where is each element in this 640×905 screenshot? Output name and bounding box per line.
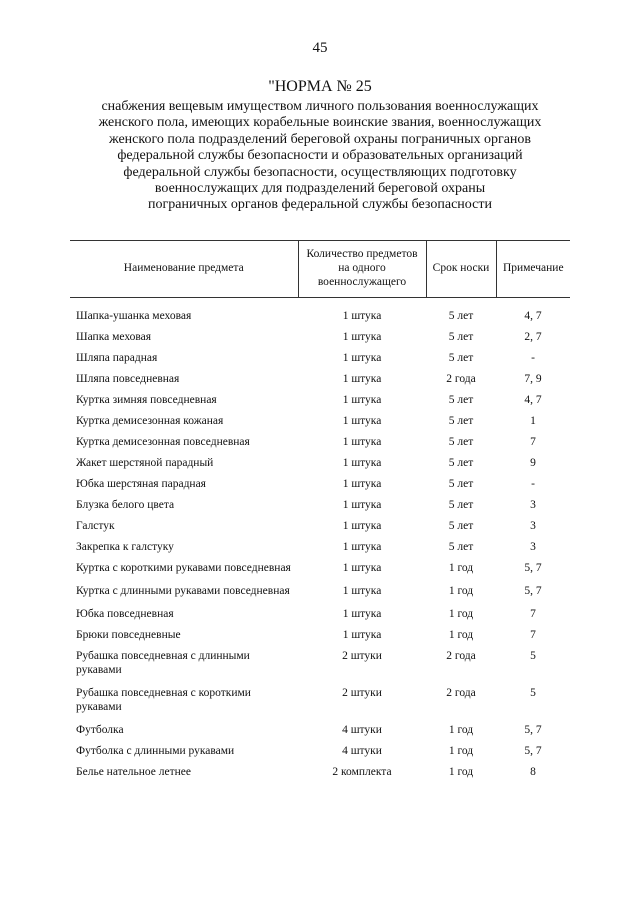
item-name-cell: Рубашка повседневная с короткими рукавами bbox=[76, 687, 251, 713]
subtitle-line: женского пола, имеющих корабельные воинские звания, военнослужащих bbox=[98, 115, 542, 131]
table-row bbox=[70, 348, 570, 369]
quantity-cell: 1 штука bbox=[342, 541, 382, 553]
table-row bbox=[70, 327, 570, 348]
table-row bbox=[70, 558, 570, 581]
table-row bbox=[70, 453, 570, 474]
quantity-cell: 1 штука bbox=[342, 585, 382, 597]
note-cell: 4, 7 bbox=[524, 394, 542, 406]
term-cell: 2 года bbox=[446, 650, 476, 662]
header-note: Примечание bbox=[496, 241, 570, 298]
quantity-cell: 1 штука bbox=[342, 478, 382, 490]
table-header-row bbox=[70, 241, 570, 298]
table-row bbox=[70, 516, 570, 537]
quantity-cell: 2 штуки bbox=[342, 687, 382, 699]
term-cell: 5 лет bbox=[448, 520, 474, 532]
note-cell: 5, 7 bbox=[524, 562, 542, 574]
note-cell: 7, 9 bbox=[524, 373, 542, 385]
table-row bbox=[70, 741, 570, 762]
table-row bbox=[70, 306, 570, 327]
note-cell: 4, 7 bbox=[524, 310, 542, 322]
term-cell: 5 лет bbox=[448, 436, 474, 448]
page-number: 45 bbox=[312, 40, 328, 56]
quantity-cell: 1 штука bbox=[342, 331, 382, 343]
quantity-cell: 1 штука bbox=[342, 436, 382, 448]
item-name-cell: Футболка bbox=[76, 724, 124, 736]
note-cell: 3 bbox=[530, 499, 536, 511]
subtitle-line: пограничных органов федеральной службы безопасности bbox=[148, 197, 492, 213]
note-cell: 9 bbox=[530, 457, 536, 469]
quantity-cell: 1 штука bbox=[342, 499, 382, 511]
quantity-cell: 1 штука bbox=[342, 629, 382, 641]
quantity-cell: 1 штука bbox=[342, 608, 382, 620]
norm-subtitle bbox=[60, 99, 580, 214]
subtitle-line: федеральной службы безопасности и образовательных организаций bbox=[117, 148, 523, 164]
header-item-name: Наименование предмета bbox=[70, 241, 298, 298]
note-cell: 2, 7 bbox=[524, 331, 542, 343]
item-name-cell: Белье нательное летнее bbox=[76, 766, 191, 778]
note-cell: 1 bbox=[530, 415, 536, 427]
item-name-cell: Футболка с длинными рукавами bbox=[76, 745, 235, 757]
table-row bbox=[70, 625, 570, 646]
table-row bbox=[70, 683, 570, 720]
item-name-cell: Шляпа парадная bbox=[76, 352, 158, 364]
item-name-cell: Куртка с длинными рукавами повседневная bbox=[76, 585, 290, 597]
note-cell: 5, 7 bbox=[524, 745, 542, 757]
note-cell: 3 bbox=[530, 520, 536, 532]
norms-table bbox=[70, 240, 570, 783]
quantity-cell: 4 штуки bbox=[342, 745, 382, 757]
norm-title: "НОРМА № 25 bbox=[268, 78, 372, 95]
header-term: Срок носки bbox=[426, 241, 496, 298]
table-row bbox=[70, 432, 570, 453]
item-name-cell: Шапка-ушанка меховая bbox=[76, 310, 192, 322]
table-row bbox=[70, 762, 570, 783]
quantity-cell: 2 комплекта bbox=[332, 766, 392, 778]
item-name-cell: Куртка демисезонная кожаная bbox=[76, 415, 224, 427]
subtitle-line: женского пола подразделений береговой охраны пограничных органов bbox=[108, 131, 532, 147]
note-cell: 7 bbox=[530, 436, 536, 448]
note-cell: - bbox=[531, 478, 535, 490]
note-cell: 3 bbox=[530, 541, 536, 553]
quantity-cell: 1 штука bbox=[342, 394, 382, 406]
term-cell: 5 лет bbox=[448, 478, 474, 490]
note-cell: 5, 7 bbox=[524, 724, 542, 736]
term-cell: 5 лет bbox=[448, 457, 474, 469]
term-cell: 5 лет bbox=[448, 310, 474, 322]
item-name-cell: Галстук bbox=[76, 520, 115, 532]
item-name-cell: Рубашка повседневная с длинными рукавами bbox=[76, 650, 250, 676]
item-name-cell: Жакет шерстяной парадный bbox=[76, 457, 214, 469]
table-row bbox=[70, 474, 570, 495]
term-cell: 5 лет bbox=[448, 331, 474, 343]
term-cell: 1 год bbox=[448, 745, 474, 757]
note-cell: - bbox=[531, 352, 535, 364]
table-row bbox=[70, 581, 570, 604]
table-row bbox=[70, 537, 570, 558]
note-cell: 8 bbox=[530, 766, 536, 778]
header-quantity: Количество предметов на одного военнослужащего bbox=[298, 241, 426, 298]
table-row bbox=[70, 495, 570, 516]
quantity-cell: 1 штука bbox=[342, 373, 382, 385]
quantity-cell: 1 штука bbox=[342, 520, 382, 532]
subtitle-line: снабжения вещевым имуществом личного пользования военнослужащих bbox=[101, 99, 539, 114]
item-name-cell: Куртка демисезонная повседневная bbox=[76, 436, 250, 448]
table-row bbox=[70, 390, 570, 411]
item-name-cell: Закрепка к галстуку bbox=[76, 541, 174, 553]
term-cell: 5 лет bbox=[448, 352, 474, 364]
table-row bbox=[70, 720, 570, 741]
quantity-cell: 1 штука bbox=[342, 310, 382, 322]
table-row bbox=[70, 604, 570, 625]
term-cell: 2 года bbox=[446, 687, 476, 699]
quantity-cell: 1 штука bbox=[342, 457, 382, 469]
term-cell: 1 год bbox=[448, 585, 474, 597]
note-cell: 7 bbox=[530, 608, 536, 620]
quantity-cell: 1 штука bbox=[342, 562, 382, 574]
term-cell: 1 год bbox=[448, 724, 474, 736]
quantity-cell: 1 штука bbox=[342, 352, 382, 364]
term-cell: 2 года bbox=[446, 373, 476, 385]
term-cell: 1 год bbox=[448, 766, 474, 778]
item-name-cell: Юбка шерстяная парадная bbox=[76, 478, 206, 490]
term-cell: 1 год bbox=[448, 629, 474, 641]
note-cell: 5 bbox=[530, 687, 536, 699]
term-cell: 1 год bbox=[448, 562, 474, 574]
term-cell: 5 лет bbox=[448, 541, 474, 553]
item-name-cell: Куртка зимняя повседневная bbox=[76, 394, 217, 406]
note-cell: 5, 7 bbox=[524, 585, 542, 597]
item-name-cell: Куртка с короткими рукавами повседневная bbox=[76, 562, 291, 574]
item-name-cell: Шапка меховая bbox=[76, 331, 152, 343]
term-cell: 5 лет bbox=[448, 499, 474, 511]
term-cell: 5 лет bbox=[448, 394, 474, 406]
table-row bbox=[70, 411, 570, 432]
table-row bbox=[70, 646, 570, 683]
item-name-cell: Шляпа повседневная bbox=[76, 373, 180, 385]
item-name-cell: Брюки повседневные bbox=[76, 629, 181, 641]
term-cell: 5 лет bbox=[448, 415, 474, 427]
quantity-cell: 1 штука bbox=[342, 415, 382, 427]
table-row bbox=[70, 369, 570, 390]
term-cell: 1 год bbox=[448, 608, 474, 620]
note-cell: 7 bbox=[530, 629, 536, 641]
subtitle-line: военнослужащих для подразделений береговой охраны bbox=[154, 181, 486, 197]
table-body bbox=[70, 298, 570, 784]
subtitle-line: федеральной службы безопасности, осуществляющих подготовку bbox=[123, 164, 517, 180]
quantity-cell: 2 штуки bbox=[342, 650, 382, 662]
quantity-cell: 4 штуки bbox=[342, 724, 382, 736]
item-name-cell: Юбка повседневная bbox=[76, 608, 174, 620]
note-cell: 5 bbox=[530, 650, 536, 662]
item-name-cell: Блузка белого цвета bbox=[76, 499, 175, 511]
